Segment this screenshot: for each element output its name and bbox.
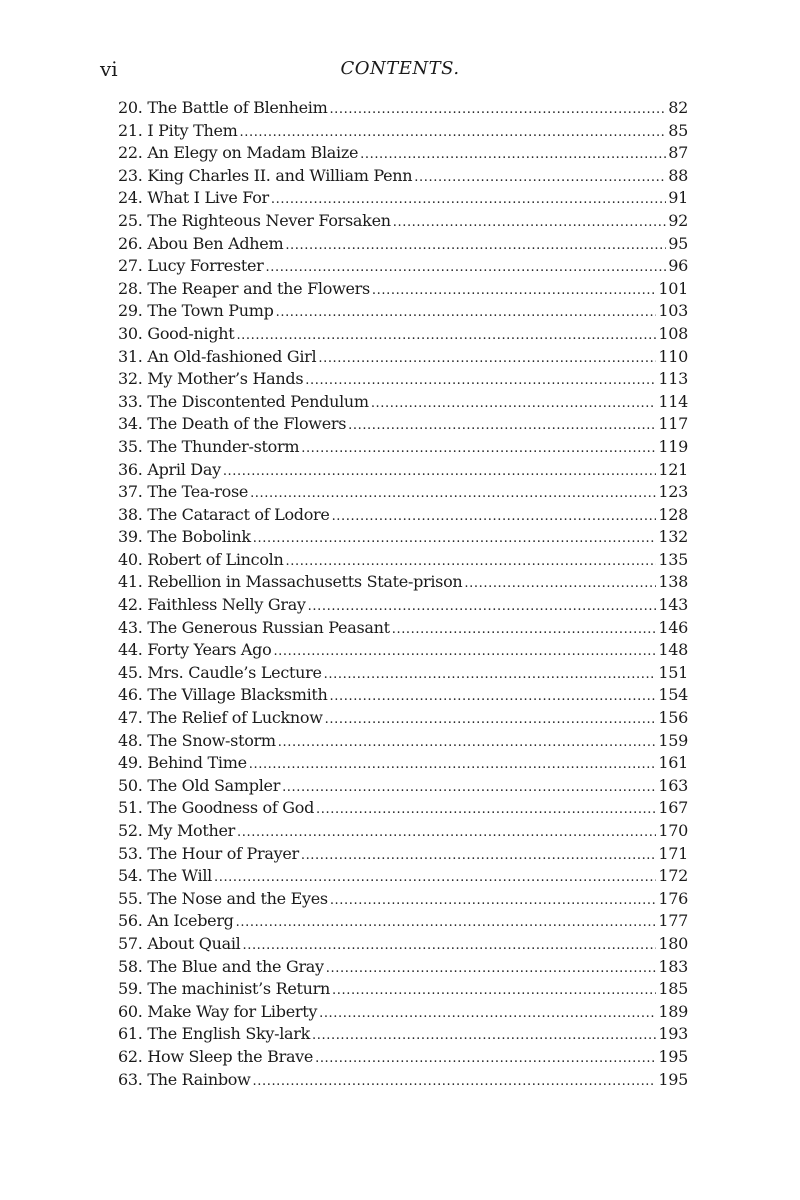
toc-entry-page-number: 113 — [658, 369, 688, 389]
toc-entry — [118, 775, 688, 798]
dot-leader — [332, 506, 657, 529]
toc-entry — [118, 526, 688, 549]
dot-leader — [253, 528, 657, 551]
dot-leader — [249, 754, 657, 777]
toc-entry-title: 44. Forty Years Ago — [118, 640, 272, 660]
toc-entry-page-number: 177 — [658, 911, 688, 931]
page-header — [0, 54, 800, 88]
toc-entry — [118, 797, 688, 820]
toc-entry — [118, 120, 688, 143]
toc-entry-title: 52. My Mother — [118, 821, 236, 840]
dot-leader — [329, 99, 666, 122]
toc-entry — [118, 481, 688, 504]
toc-entry-page-number: 92 — [668, 210, 688, 230]
toc-entry-page-number: 132 — [658, 527, 688, 547]
dot-leader — [214, 867, 656, 890]
toc-entry-title: 43. The Generous Russian Peasant — [118, 617, 390, 637]
toc-entry-page-number: 195 — [658, 1046, 688, 1066]
toc-entry-title: 22. An Elegy on Madam Blaize — [118, 143, 359, 163]
dot-leader — [393, 212, 666, 235]
toc-entry-page-number: 82 — [668, 98, 688, 117]
dot-leader — [250, 483, 656, 506]
toc-entry-title: 60. Make Way for Liberty — [118, 1001, 318, 1021]
toc-entry-page-number: 180 — [658, 933, 688, 953]
dot-leader — [312, 1025, 656, 1048]
toc-entry — [118, 910, 688, 933]
toc-entry — [118, 459, 688, 482]
toc-entry-page-number: 151 — [658, 662, 688, 682]
toc-entry-title: 54. The Will — [118, 866, 212, 886]
toc-entry-title: 40. Robert of Lincoln — [118, 549, 284, 569]
dot-leader — [237, 822, 656, 845]
toc-entry-title: 27. Lucy Forrester — [118, 256, 264, 276]
toc-entry — [118, 865, 688, 888]
toc-entry-page-number: 103 — [658, 301, 688, 321]
dot-leader — [301, 845, 657, 868]
dot-leader — [253, 1071, 657, 1094]
toc-entry — [118, 97, 688, 120]
toc-entry — [118, 413, 688, 436]
dot-leader — [285, 235, 666, 258]
toc-entry — [118, 233, 688, 256]
toc-entry-page-number: 128 — [658, 504, 688, 524]
toc-entry-page-number: 161 — [658, 753, 688, 773]
dot-leader — [316, 799, 656, 822]
toc-entry-title: 35. The Thunder-storm — [118, 436, 300, 456]
toc-entry-title: 25. The Righteous Never Forsaken — [118, 210, 391, 230]
dot-leader — [266, 257, 667, 280]
dot-leader — [271, 189, 666, 212]
toc-entry-title: 58. The Blue and the Gray — [118, 956, 324, 976]
toc-entry — [118, 843, 688, 866]
toc-entry-title: 62. How Sleep the Brave — [118, 1046, 314, 1066]
toc-entry-title: 26. Abou Ben Adhem — [118, 233, 284, 253]
toc-entry-title: 47. The Relief of Lucknow — [118, 708, 323, 728]
toc-entry-page-number: 176 — [658, 888, 688, 908]
running-title: CONTENTS. — [340, 58, 460, 79]
toc-entry-page-number: 110 — [658, 346, 688, 366]
toc-entry-page-number: 121 — [658, 459, 688, 479]
toc-entry-page-number: 96 — [668, 256, 688, 276]
toc-entry — [118, 933, 688, 956]
toc-entry-title: 42. Faithless Nelly Gray — [118, 595, 306, 615]
toc-entry-title: 28. The Reaper and the Flowers — [118, 278, 370, 298]
toc-entry — [118, 1023, 688, 1046]
toc-entry-title: 31. An Old-fashioned Girl — [118, 346, 317, 366]
toc-entry-page-number: 154 — [658, 685, 688, 705]
dot-leader — [315, 1048, 656, 1071]
dot-leader — [414, 167, 666, 190]
toc-entry-page-number: 195 — [658, 1069, 688, 1089]
dot-leader — [305, 370, 656, 393]
toc-entry — [118, 165, 688, 188]
toc-entry-page-number: 88 — [668, 165, 688, 185]
toc-entry-title: 53. The Hour of Prayer — [118, 843, 299, 863]
toc-entry-title: 63. The Rainbow — [118, 1069, 251, 1089]
toc-entry-page-number: 108 — [658, 323, 688, 343]
dot-leader — [330, 890, 657, 913]
toc-entry-title: 56. An Iceberg — [118, 911, 234, 931]
dot-leader — [325, 709, 657, 732]
toc-entry-page-number: 156 — [658, 708, 688, 728]
toc-entry-title: 55. The Nose and the Eyes — [118, 888, 328, 908]
toc-entry — [118, 210, 688, 233]
toc-entry-page-number: 146 — [658, 617, 688, 637]
toc-entry — [118, 1046, 688, 1069]
dot-leader — [286, 551, 657, 574]
toc-entry-page-number: 183 — [658, 956, 688, 976]
dot-leader — [318, 348, 656, 371]
toc-entry-title: 29. The Town Pump — [118, 301, 274, 321]
toc-entry-page-number: 159 — [658, 730, 688, 750]
dot-leader — [332, 980, 656, 1003]
dot-leader — [236, 325, 656, 348]
toc-entry-page-number: 114 — [658, 391, 688, 411]
toc-entry-title: 50. The Old Sampler — [118, 775, 281, 795]
dot-leader — [282, 777, 656, 800]
dot-leader — [240, 122, 667, 145]
toc-entry-title: 37. The Tea-rose — [118, 482, 249, 502]
toc-entry-title: 39. The Bobolink — [118, 527, 251, 547]
toc-entry — [118, 391, 688, 414]
toc-entry-title: 30. Good-night — [118, 323, 235, 343]
toc-entry-page-number: 123 — [658, 482, 688, 502]
dot-leader — [324, 664, 657, 687]
dot-leader — [348, 415, 656, 438]
toc-entry — [118, 639, 688, 662]
toc-entry-title: 33. The Discontented Pendulum — [118, 391, 369, 411]
toc-entry-page-number: 167 — [658, 798, 688, 818]
dot-leader — [360, 144, 666, 167]
toc-entry — [118, 1069, 688, 1092]
toc-entry-title: 57. About Quail — [118, 933, 241, 953]
toc-entry — [118, 978, 688, 1001]
table-of-contents — [118, 97, 688, 1091]
toc-entry — [118, 956, 688, 979]
toc-entry-title: 34. The Death of the Flowers — [118, 414, 347, 434]
toc-entry — [118, 142, 688, 165]
toc-entry-page-number: 91 — [668, 188, 688, 208]
toc-entry — [118, 1001, 688, 1024]
toc-entry — [118, 323, 688, 346]
toc-entry-title: 61. The English Sky-lark — [118, 1024, 311, 1044]
toc-entry-title: 59. The machinist’s Return — [118, 979, 331, 999]
toc-entry — [118, 504, 688, 527]
dot-leader — [372, 280, 656, 303]
toc-entry — [118, 684, 688, 707]
toc-entry-page-number: 193 — [658, 1024, 688, 1044]
toc-entry-title: 23. King Charles II. and William Penn — [118, 165, 413, 185]
toc-entry-page-number: 170 — [658, 821, 688, 840]
toc-entry-title: 45. Mrs. Caudle’s Lecture — [118, 662, 322, 682]
dot-leader — [326, 958, 657, 981]
dot-leader — [223, 461, 657, 484]
toc-entry-title: 38. The Cataract of Lodore — [118, 504, 330, 524]
dot-leader — [242, 935, 656, 958]
toc-entry-page-number: 148 — [658, 640, 688, 660]
toc-entry-title: 24. What I Live For — [118, 188, 269, 208]
toc-entry — [118, 300, 688, 323]
toc-entry-page-number: 143 — [658, 595, 688, 615]
toc-entry-page-number: 87 — [668, 143, 688, 163]
toc-entry — [118, 571, 688, 594]
dot-leader — [371, 393, 657, 416]
toc-entry-page-number: 135 — [658, 549, 688, 569]
toc-entry-title: 21. I Pity Them — [118, 120, 238, 140]
toc-entry-page-number: 101 — [658, 278, 688, 298]
toc-entry-title: 48. The Snow-storm — [118, 730, 276, 750]
toc-entry-page-number: 117 — [658, 414, 688, 434]
dot-leader — [392, 619, 657, 642]
toc-entry — [118, 368, 688, 391]
toc-entry — [118, 278, 688, 301]
toc-entry-page-number: 119 — [658, 436, 688, 456]
toc-entry-page-number: 171 — [658, 843, 688, 863]
toc-entry-title: 20. The Battle of Blenheim — [118, 98, 328, 117]
page-number: vi — [100, 57, 118, 81]
toc-entry-page-number: 163 — [658, 775, 688, 795]
dot-leader — [308, 596, 657, 619]
toc-entry-title: 49. Behind Time — [118, 753, 247, 773]
toc-entry — [118, 617, 688, 640]
dot-leader — [464, 573, 656, 596]
toc-entry-page-number: 95 — [668, 233, 688, 253]
dot-leader — [273, 641, 656, 664]
toc-entry — [118, 187, 688, 210]
toc-entry — [118, 820, 688, 843]
dot-leader — [319, 1003, 656, 1026]
dot-leader — [236, 912, 657, 935]
toc-entry — [118, 730, 688, 753]
dot-leader — [276, 302, 657, 325]
dot-leader — [278, 732, 657, 755]
toc-entry-page-number: 185 — [658, 979, 688, 999]
toc-entry — [118, 549, 688, 572]
toc-entry-page-number: 138 — [658, 572, 688, 592]
toc-entry — [118, 346, 688, 369]
dot-leader — [301, 438, 656, 461]
toc-entry — [118, 594, 688, 617]
toc-entry-page-number: 85 — [668, 120, 688, 140]
toc-entry — [118, 707, 688, 730]
toc-entry-title: 41. Rebellion in Massachusetts State-prison — [118, 572, 463, 592]
toc-entry — [118, 752, 688, 775]
toc-entry-title: 36. April Day — [118, 459, 221, 479]
dot-leader — [330, 686, 657, 709]
toc-entry — [118, 888, 688, 911]
toc-entry-title: 51. The Goodness of God — [118, 798, 315, 818]
toc-entry — [118, 436, 688, 459]
toc-entry-title: 46. The Village Blacksmith — [118, 685, 328, 705]
toc-entry — [118, 662, 688, 685]
toc-entry-page-number: 189 — [658, 1001, 688, 1021]
toc-entry-title: 32. My Mother’s Hands — [118, 369, 304, 389]
toc-entry — [118, 255, 688, 278]
toc-entry-page-number: 172 — [658, 866, 688, 886]
